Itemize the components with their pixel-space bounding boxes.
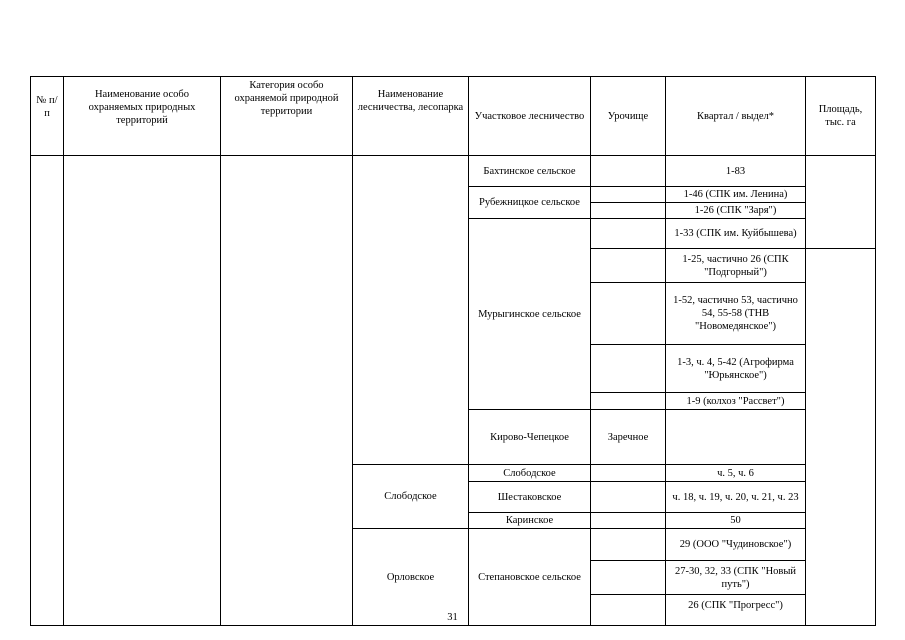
header-district: Участковое лесничество [469,77,591,156]
cell-district: Бахтинское сельское [469,156,591,187]
cell-quarter: 1-52, частично 53, частично 54, 55-58 (ТНВ "Новомедянское") [666,283,806,345]
cell-tract [591,219,666,249]
cell-tract [591,283,666,345]
cell-tract [591,203,666,219]
cell-forestry-empty [353,156,469,465]
cell-forestry: Слободское [353,465,469,529]
table-row [31,156,876,187]
cell-area [806,156,876,249]
cell-area [806,249,876,626]
cell-tract [591,345,666,393]
cell-quarter: 1-25, частично 26 (СПК "Подгорный") [666,249,806,283]
protected-areas-table [30,76,876,626]
cell-quarter: 50 [666,513,806,529]
cell-quarter: ч. 18, ч. 19, ч. 20, ч. 21, ч. 23 [666,482,806,513]
cell-quarter: 1-26 (СПК "Заря") [666,203,806,219]
cell-district: Каринское [469,513,591,529]
header-num: № п/п [31,77,64,156]
cell-district: Мурыгинское сельское [469,219,591,410]
cell-quarter: 27-30, 32, 33 (СПК "Новый путь") [666,561,806,595]
header-quarter: Квартал / выдел* [666,77,806,156]
cell-tract [591,249,666,283]
cell-tract [591,187,666,203]
header-category: Категория особо охраняемой природной территории [221,77,353,156]
cell-quarter: ч. 5, ч. 6 [666,465,806,482]
cell-forestry: Орловское [353,529,469,626]
header-row [31,77,876,156]
cell-quarter: 29 (ООО "Чудиновское") [666,529,806,561]
page-number: 31 [447,612,458,623]
cell-name [64,156,221,626]
cell-forestry: Кирово-Чепецкое [469,410,591,465]
cell-district: Слободское [469,465,591,482]
header-tract: Урочище [591,77,666,156]
cell-district: Степановское сельское [469,529,591,626]
cell-num [31,156,64,626]
cell-tract [591,482,666,513]
cell-tract [591,393,666,410]
header-area: Площадь, тыс. га [806,77,876,156]
header-name: Наименование особо охраняемых природных территорий [64,77,221,156]
cell-tract [666,410,806,465]
cell-quarter: 1-46 (СПК им. Ленина) [666,187,806,203]
cell-category [221,156,353,626]
cell-tract [591,465,666,482]
cell-tract [591,561,666,595]
cell-district: Заречное [591,410,666,465]
header-forestry: Наименование лесничества, лесопарка [353,77,469,156]
cell-quarter: 1-33 (СПК им. Куйбышева) [666,219,806,249]
cell-district: Шестаковское [469,482,591,513]
cell-tract [591,513,666,529]
cell-tract [591,156,666,187]
cell-quarter: 1-9 (колхоз "Рассвет") [666,393,806,410]
cell-tract [591,529,666,561]
cell-quarter: 1-3, ч. 4, 5-42 (Агрофирма "Юрьянское") [666,345,806,393]
cell-quarter: 1-83 [666,156,806,187]
cell-district: Рубежницкое сельское [469,187,591,219]
cell-quarter: 26 (СПК "Прогресс") [666,595,806,626]
